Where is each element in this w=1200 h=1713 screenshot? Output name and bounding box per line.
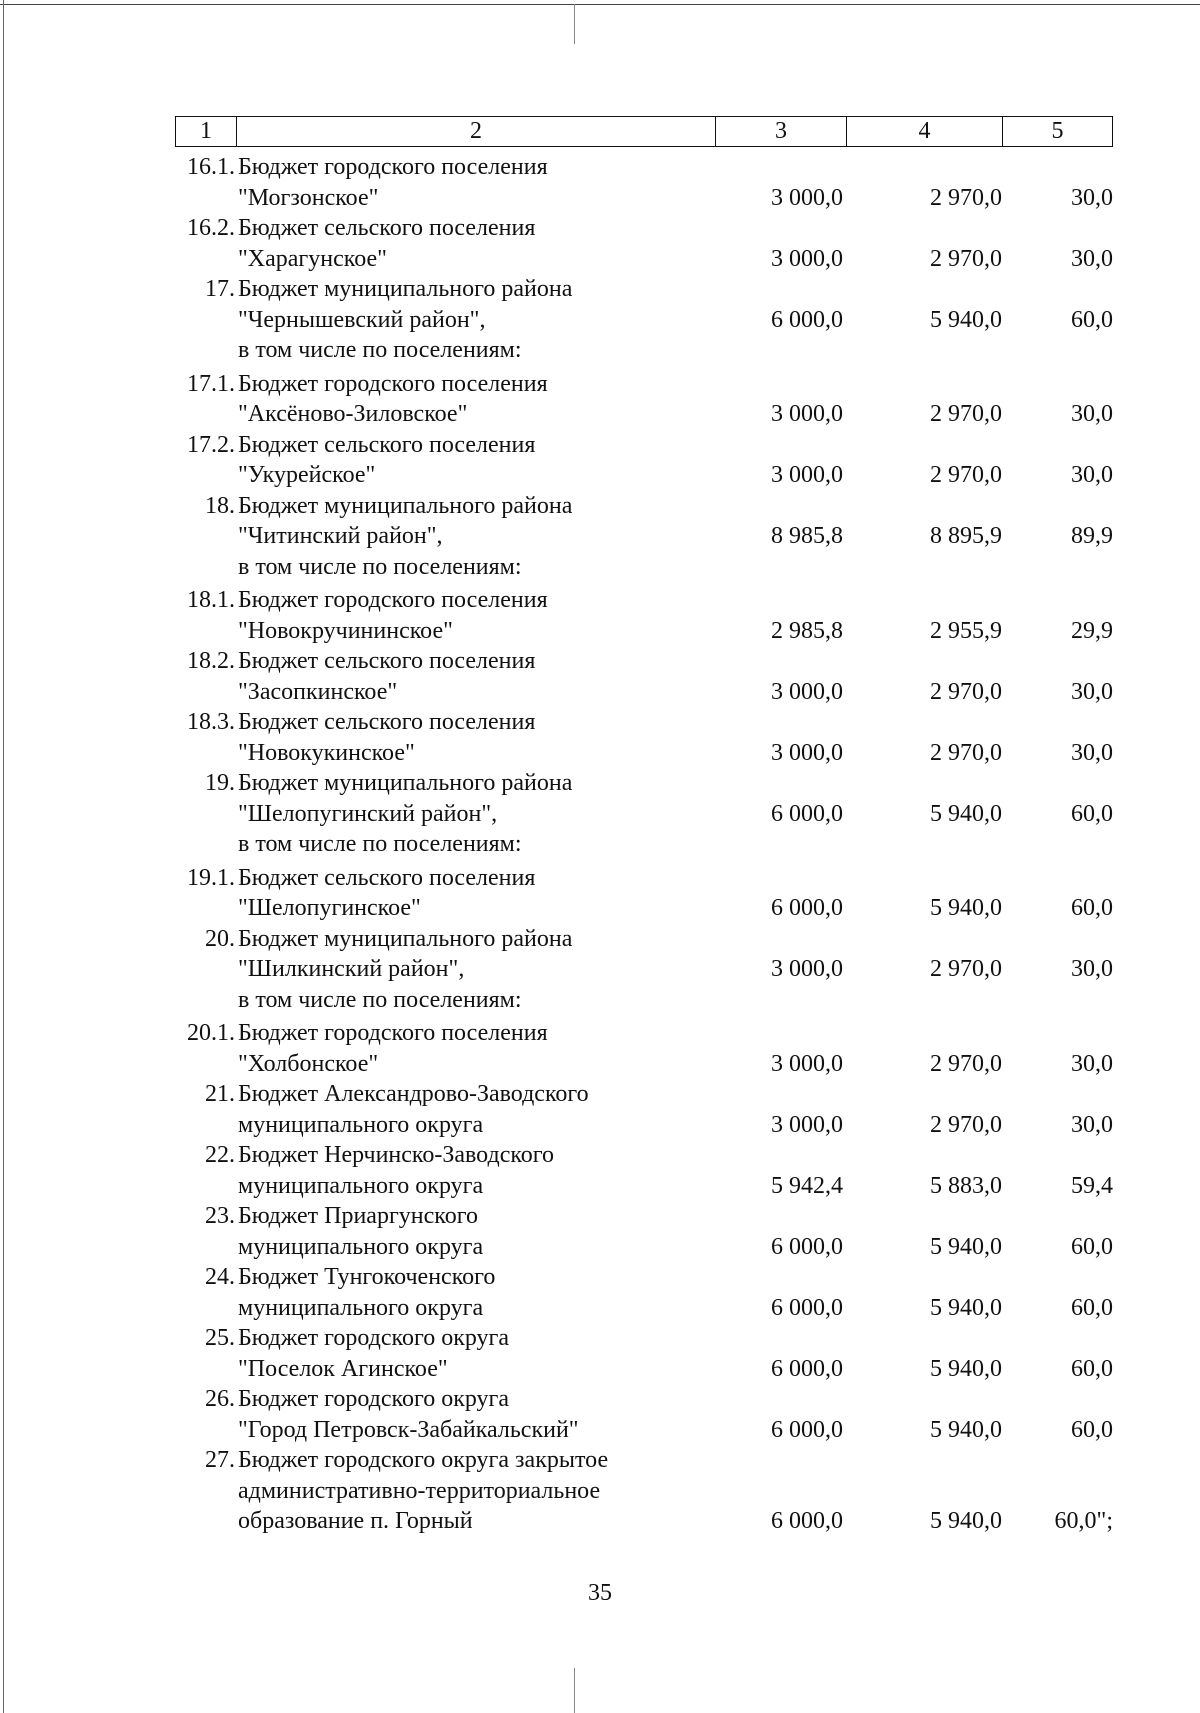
value-col-5: 60,0 — [1071, 895, 1113, 921]
row-name-line: Бюджет муниципального района — [238, 276, 573, 302]
row-name — [238, 1323, 708, 1384]
value-col-5: 60,0 — [1071, 800, 1113, 827]
value-col-3: 8 985,8 — [771, 523, 843, 549]
row-name-line: Бюджет сельского поселения — [238, 648, 536, 674]
row-name-line: Бюджет городского поселения — [238, 370, 548, 397]
binding-crease-bottom — [574, 1668, 575, 1713]
value-col-4: 2 970,0 — [930, 956, 1002, 982]
value-col-3: 3 000,0 — [771, 739, 843, 766]
row-number: 20. — [205, 925, 235, 952]
value-col-3: 3 000,0 — [771, 678, 843, 705]
row-name-line: муниципального округа — [238, 1111, 484, 1138]
value-col-4: 2 970,0 — [930, 462, 1002, 488]
row-name-line: Бюджет муниципального района — [238, 925, 573, 952]
table-row — [0, 1140, 1200, 1201]
row-name-line: "Читинский район", — [238, 523, 443, 549]
row-number: 16.2. — [187, 215, 235, 241]
row-number: 18.2. — [187, 648, 235, 674]
value-col-5: 30,0 — [1071, 1111, 1113, 1138]
table-row — [0, 768, 1200, 860]
value-col-3: 6 000,0 — [771, 1508, 843, 1534]
row-name — [238, 1262, 708, 1323]
row-name — [238, 1445, 708, 1537]
row-name-line: Бюджет городского поселения — [238, 587, 548, 613]
row-name-line: "Новокручининское" — [238, 617, 453, 644]
value-col-3: 6 000,0 — [771, 306, 843, 333]
row-number: 18. — [205, 492, 235, 519]
row-name-line: "Шелопугинское" — [238, 895, 421, 921]
row-name-line: Бюджет муниципального района — [238, 492, 573, 519]
table-row — [0, 491, 1200, 583]
page-number: 35 — [588, 1580, 612, 1606]
value-col-3: 2 985,8 — [771, 617, 843, 644]
value-col-3: 3 000,0 — [771, 1111, 843, 1138]
row-name-line: Бюджет Приаргунского — [238, 1203, 478, 1229]
table-row — [0, 707, 1200, 768]
row-number: 19.1. — [187, 864, 235, 891]
value-col-4: 2 970,0 — [930, 401, 1002, 427]
value-col-5: 30,0 — [1071, 1050, 1113, 1077]
value-col-4: 5 940,0 — [930, 1233, 1002, 1260]
row-name — [238, 369, 708, 430]
value-col-4: 5 940,0 — [930, 1355, 1002, 1382]
row-name-line: в том числе по поселениям: — [238, 831, 522, 857]
table-row — [0, 213, 1200, 274]
value-col-5: 30,0 — [1071, 956, 1113, 982]
row-name-line: Бюджет городского округа закрытое — [238, 1447, 609, 1473]
row-name — [238, 768, 708, 860]
row-name-line: "Могзонское" — [238, 184, 379, 211]
row-name — [238, 430, 708, 491]
binding-crease-top — [574, 4, 575, 44]
row-name-line: "Чернышевский район", — [238, 306, 486, 333]
value-col-4: 5 940,0 — [930, 1416, 1002, 1443]
value-col-5: 60,0 — [1071, 1294, 1113, 1321]
value-col-5: 59,4 — [1071, 1172, 1113, 1199]
value-col-4: 5 940,0 — [930, 1508, 1002, 1534]
value-col-4: 2 970,0 — [930, 184, 1002, 211]
row-name-line: Бюджет сельского поселения — [238, 864, 536, 891]
table-row — [0, 863, 1200, 924]
value-col-5: 30,0 — [1071, 678, 1113, 705]
row-name-line: "Новокукинское" — [238, 739, 415, 766]
value-col-4: 5 940,0 — [930, 895, 1002, 921]
value-col-4: 2 970,0 — [930, 1050, 1002, 1077]
value-col-3: 3 000,0 — [771, 956, 843, 982]
row-number: 26. — [205, 1386, 235, 1412]
table-row — [0, 924, 1200, 1016]
table-row — [0, 1384, 1200, 1445]
row-name-line: "Аксёново-Зиловское" — [238, 401, 468, 427]
table-row — [0, 274, 1200, 366]
row-name — [238, 1201, 708, 1262]
value-col-5: 30,0 — [1071, 184, 1113, 211]
value-col-4: 5 940,0 — [930, 306, 1002, 333]
value-col-4: 2 955,9 — [930, 617, 1002, 644]
table-row — [0, 1445, 1200, 1537]
row-number: 20.1. — [187, 1020, 235, 1046]
row-number: 16.1. — [187, 154, 235, 180]
row-name-line: в том числе по поселениям: — [238, 553, 522, 580]
row-name-line: Бюджет городского округа — [238, 1325, 510, 1351]
value-col-5: 60,0"; — [1054, 1508, 1113, 1534]
value-col-5: 30,0 — [1071, 401, 1113, 427]
row-name — [238, 274, 708, 366]
table-row — [0, 646, 1200, 707]
row-name-line: Бюджет сельского поселения — [238, 431, 536, 458]
row-number: 17.2. — [187, 431, 235, 458]
row-name — [238, 1018, 708, 1079]
value-col-5: 30,0 — [1071, 462, 1113, 488]
header-cell-3: 3 — [716, 117, 847, 146]
header-cell-4: 4 — [847, 117, 1003, 146]
value-col-3: 3 000,0 — [771, 462, 843, 488]
row-number: 21. — [205, 1081, 235, 1107]
row-name-line: "Укурейское" — [238, 462, 376, 488]
row-name-line: муниципального округа — [238, 1233, 484, 1260]
value-col-5: 89,9 — [1071, 523, 1113, 549]
value-col-4: 5 883,0 — [930, 1172, 1002, 1199]
value-col-3: 3 000,0 — [771, 245, 843, 272]
row-name-line: "Город Петровск-Забайкальский" — [238, 1416, 579, 1443]
row-name-line: "Холбонское" — [238, 1050, 379, 1077]
row-name — [238, 863, 708, 924]
value-col-5: 30,0 — [1071, 245, 1113, 272]
row-name-line: Бюджет сельского поселения — [238, 709, 536, 735]
table-row — [0, 369, 1200, 430]
row-name-line: "Шелопугинский район", — [238, 800, 498, 827]
row-name — [238, 924, 708, 1016]
table-row — [0, 152, 1200, 213]
row-name-line: "Засопкинское" — [238, 678, 398, 705]
value-col-3: 6 000,0 — [771, 1355, 843, 1382]
row-number: 18.3. — [187, 709, 235, 735]
row-name-line: Бюджет городского поселения — [238, 154, 548, 180]
value-col-3: 6 000,0 — [771, 1233, 843, 1260]
table-row — [0, 430, 1200, 491]
row-name-line: Бюджет городского поселения — [238, 1020, 548, 1046]
row-name-line: административно-территориальное — [238, 1477, 601, 1504]
table-row — [0, 1079, 1200, 1140]
value-col-5: 60,0 — [1071, 1233, 1113, 1260]
row-number: 27. — [205, 1447, 235, 1473]
value-col-4: 2 970,0 — [930, 1111, 1002, 1138]
row-name-line: "Шилкинский район", — [238, 956, 465, 982]
table-row — [0, 1201, 1200, 1262]
page-edge-top — [0, 4, 1200, 5]
row-name-line: в том числе по поселениям: — [238, 986, 522, 1013]
row-name-line: муниципального округа — [238, 1294, 484, 1321]
value-col-3: 6 000,0 — [771, 1416, 843, 1443]
value-col-4: 5 940,0 — [930, 800, 1002, 827]
value-col-5: 60,0 — [1071, 1355, 1113, 1382]
value-col-5: 60,0 — [1071, 1416, 1113, 1443]
value-col-3: 6 000,0 — [771, 800, 843, 827]
table-row — [0, 1262, 1200, 1323]
value-col-3: 3 000,0 — [771, 1050, 843, 1077]
row-name — [238, 1079, 708, 1140]
table-row — [0, 1323, 1200, 1384]
row-name-line: образование п. Горный — [238, 1508, 473, 1534]
row-name — [238, 707, 708, 768]
row-name — [238, 1140, 708, 1201]
value-col-4: 5 940,0 — [930, 1294, 1002, 1321]
table-row — [0, 1018, 1200, 1079]
value-col-3: 6 000,0 — [771, 895, 843, 921]
row-name-line: Бюджет муниципального района — [238, 770, 573, 796]
value-col-5: 60,0 — [1071, 306, 1113, 333]
row-name — [238, 213, 708, 274]
table-header — [175, 116, 1113, 147]
row-name-line: Бюджет Александрово-Заводского — [238, 1081, 589, 1107]
row-name-line: Бюджет городского округа — [238, 1386, 510, 1412]
value-col-3: 3 000,0 — [771, 401, 843, 427]
row-name — [238, 585, 708, 646]
row-number: 18.1. — [187, 587, 235, 613]
value-col-5: 29,9 — [1071, 617, 1113, 644]
value-col-3: 6 000,0 — [771, 1294, 843, 1321]
table-row — [0, 585, 1200, 646]
row-name — [238, 491, 708, 583]
header-cell-2: 2 — [237, 117, 716, 146]
row-number: 24. — [205, 1264, 235, 1290]
row-number: 19. — [205, 770, 235, 796]
row-name-line: Бюджет сельского поселения — [238, 215, 536, 241]
value-col-4: 2 970,0 — [930, 245, 1002, 272]
header-cell-5: 5 — [1051, 118, 1064, 144]
value-col-3: 3 000,0 — [771, 184, 843, 211]
row-number: 23. — [205, 1203, 235, 1229]
value-col-4: 2 970,0 — [930, 678, 1002, 705]
row-number: 17.1. — [187, 370, 235, 397]
value-col-5: 30,0 — [1071, 739, 1113, 766]
row-name-line: "Поселок Агинское" — [238, 1355, 448, 1382]
row-name-line: муниципального округа — [238, 1172, 484, 1199]
row-name — [238, 152, 708, 213]
row-name-line: Бюджет Нерчинско-Заводского — [238, 1142, 555, 1168]
row-name-line: "Харагунское" — [238, 245, 387, 272]
value-col-4: 2 970,0 — [930, 739, 1002, 766]
row-number: 25. — [205, 1325, 235, 1351]
row-number: 22. — [205, 1142, 235, 1168]
budget-table-body — [0, 152, 1200, 1537]
row-name-line: Бюджет Тунгокоченского — [238, 1264, 496, 1290]
row-number: 17. — [205, 276, 235, 302]
row-name-line: в том числе по поселениям: — [238, 337, 522, 363]
header-cell-1: 1 — [176, 117, 237, 146]
value-col-3: 5 942,4 — [771, 1172, 843, 1199]
row-name — [238, 646, 708, 707]
value-col-4: 8 895,9 — [930, 523, 1002, 549]
row-name — [238, 1384, 708, 1445]
